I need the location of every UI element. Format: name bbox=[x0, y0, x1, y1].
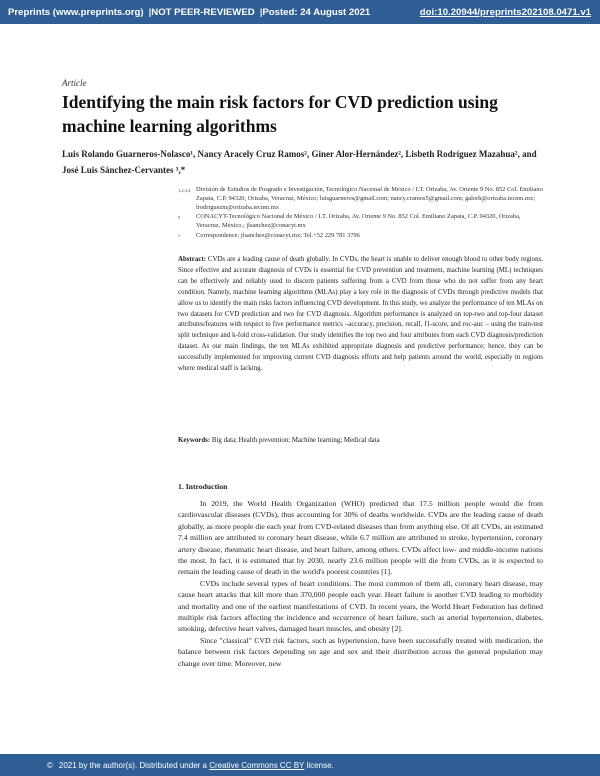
license-link[interactable]: Creative Commons CC BY bbox=[209, 760, 305, 770]
paragraph: CVDs include several types of heart conditions. The most common of them all, coronary heart disease, may cause heart attacks that kill more than 370,000 people each year. Heart failure is another CVD leading to morbidity and mortality and one of the earliest manifestations of CVD. In recent years, the World Heart Federation has defined multiple risk factors affecting the incidence and occurrence of heart failure, such as arterial hypertension, diabetes, smoking, defective heart valves, damaged heart muscles, and obesity [2]. bbox=[178, 578, 543, 634]
keywords bbox=[178, 436, 543, 446]
affiliation-mark: * bbox=[178, 233, 181, 239]
affiliation-text: Correspondence: jlsanchez@conacyt.mx; Tel.+52 229 781 3796 bbox=[196, 231, 360, 239]
license-footer bbox=[0, 754, 600, 776]
copyright-icon: © bbox=[47, 760, 53, 770]
doi-link[interactable]: doi:10.20944/preprints202108.0471.v1 bbox=[419, 6, 591, 18]
author-list: Luis Rolando Guarneros-Nolasco¹, Nancy Aracely Cruz Ramos², Giner Alor-Hernández², Lisbeth Rodríguez Mazahua², and José Luis Sánchez-Cervantes ³,* bbox=[62, 149, 537, 175]
affiliation-item bbox=[178, 213, 543, 231]
affiliations bbox=[178, 186, 543, 243]
header-left: Preprints (www.preprints.org) |NOT PEER-REVIEWED |Posted: 24 August 2021 bbox=[8, 6, 371, 18]
article-type-label: Article bbox=[62, 78, 87, 88]
footer-suffix: license. bbox=[306, 760, 334, 770]
affiliation-item bbox=[178, 186, 543, 212]
header-site[interactable]: Preprints (www.preprints.org) bbox=[8, 6, 144, 18]
header-posted: Posted: 24 August 2021 bbox=[262, 6, 371, 18]
introduction-body bbox=[178, 498, 543, 669]
affiliation-text: División de Estudios de Posgrado e Investigación, Tecnológico Nacional de México / I.T. Orizaba, Av. Oriente 9 No. 852 Col. Emiliano Zapata, C.P. 94320, Orizaba, Veracruz, México; luisguarneros@gmail.com; nancy.cramos5@gmail.com; galorh@orizaba.tecnm.mx; lrodriguezm@orizaba.tecnm.mx bbox=[196, 186, 543, 211]
paper-title: Identifying the main risk factors for CVD prediction using machine learning algorithms bbox=[62, 92, 498, 136]
paragraph: In 2019, the World Health Organization (WHO) predicted that 17.5 million people would die from cardiovascular diseases (CVDs), thus accounting for 30% of deaths worldwide. CVDs are the leading cause of death globally, as more people die each year from CVD-related diseases than from anything else. Of all CVDs, an estimated 7.4 million are attributed to coronary heart disease, while 6.7 million are attributed to stroke, hypertension, coronary artery disease, rheumatic heart disease, and heart failure, among others. CVDs affect low- and middle-income nations the most. In fact, it is estimated that by 2030, nearly 23.6 million people will die from CVDs, as it is expected to remain the leading cause of death in the world's poorest countries [1]. bbox=[178, 499, 543, 577]
affiliation-mark: 1,2,3,4 bbox=[178, 188, 191, 193]
header-status: NOT PEER-REVIEWED bbox=[151, 6, 255, 18]
footer-text: 2021 by the author(s). Distributed under a bbox=[58, 760, 207, 770]
paragraph: Since "classical" CVD risk factors, such as hypertension, have been successfully treated with medication, the balance between risk factors depending on age and sex and their distribution across the general population may change over time. Moreover, new bbox=[178, 635, 543, 668]
affiliation-text: CONACYT-Tecnológico Nacional de México / I.T. Orizaba, Av. Oriente 9 No. 852 Col. Emiliano Zapata, C.P. 94320, Orizaba, Veracruz, México.; jlsanchez@conacyt.mx bbox=[196, 213, 521, 230]
abstract bbox=[178, 255, 543, 375]
preprint-header-bar bbox=[0, 0, 600, 24]
abstract-text: CVDs are a leading cause of death globally. In CVDs, the heart is unable to deliver enough blood to other body regions. Since effective and accurate diagnosis of CVDs is essential for CVD prevention and treatment, machine learning (ML) techniques can be effectively and reliably used to discern patients suffering from a CVD from those who do not suffer from any heart condition. Namely, machine learning algorithms (MLAs) play a key role in the diagnosis of CVDs through predictive models that allow us to identify the main risks factors influencing CVD development. In this study, we analyze the performance of ten MLAs on two datasets for CVD prediction and two for CVD diagnosis. Algorithm performance is analyzed on top-two and top-four dataset attributes/features with respect to five performance metrics –accuracy, precision, recall, f1-score, and roc-auc – using the train-test split technique and k-fold cross-validation. Our study identifies the top two and four attributes from each CVD diagnosis/prediction dataset. As our main findings, the ten MLAs exhibited appropriate diagnosis and predictive performance; hence, they can be successfully implemented for improving current CVD diagnosis efforts and help patients around the world, especially in regions where medical staff is lacking. bbox=[178, 256, 543, 373]
affiliation-item bbox=[178, 232, 543, 242]
abstract-label: Abstract: bbox=[178, 256, 206, 263]
keywords-label: Keywords: bbox=[178, 437, 211, 444]
section-heading-introduction: 1. Introduction bbox=[178, 482, 228, 491]
keywords-text: Big data; Health prevention; Machine learning; Medical data bbox=[211, 437, 380, 444]
affiliation-mark: 5 bbox=[178, 215, 181, 221]
